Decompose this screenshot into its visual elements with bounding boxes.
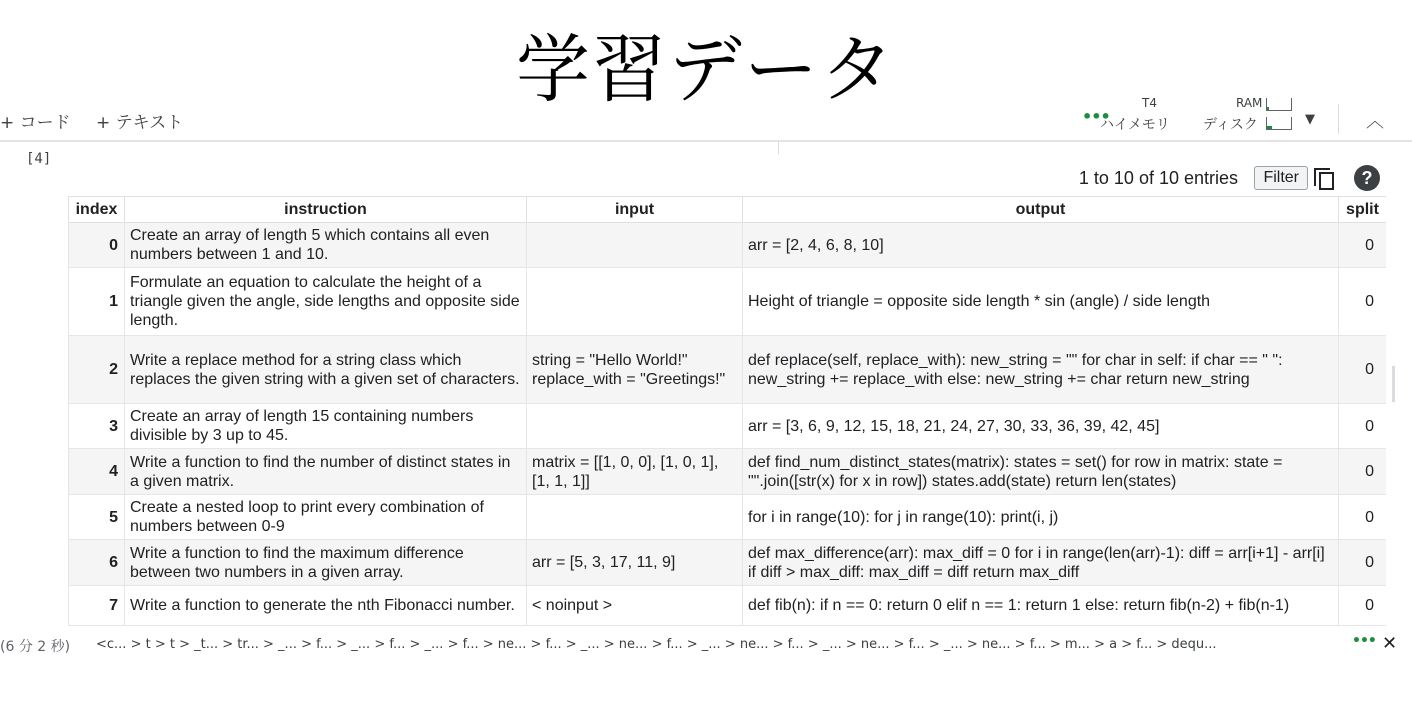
- cell-instruction: Create an array of length 5 which contains all even numbers between 1 and 10.: [125, 223, 527, 268]
- cell-index: 0: [69, 223, 125, 268]
- table-header-row: [69, 197, 1387, 223]
- page-title: 学習データ: [516, 27, 896, 113]
- add-text-button[interactable]: + テキスト: [96, 113, 184, 133]
- collapse-chevron-up-icon[interactable]: ︿: [1366, 111, 1384, 132]
- column-header-output[interactable]: output: [743, 197, 1339, 223]
- cell-split: 0: [1339, 404, 1387, 449]
- cell-split: 0: [1339, 268, 1387, 336]
- execution-trail[interactable]: <c... > t > t > _t... > tr... > _... > f... > _... > f... > _... > f... > ne... > f... > _... > ne... > f... > _... > ne... > f... > _... > ne... > f... > _... > ne... > f... > m... > a > f... > dequ...: [96, 637, 1217, 652]
- cell-instruction: Write a function to find the maximum difference between two numbers in a given array.: [125, 540, 527, 586]
- cell-input: [527, 223, 743, 268]
- cell-instruction: Write a replace method for a string class which replaces the given string with a given set of characters.: [125, 336, 527, 404]
- disk-label: ディスク: [1203, 117, 1258, 133]
- copy-icon[interactable]: [1314, 168, 1334, 190]
- disk-usage-fill: [1267, 126, 1272, 129]
- cell-index: 6: [69, 540, 125, 586]
- runtime-resources[interactable]: [1082, 96, 1312, 140]
- ram-usage-fill: [1267, 107, 1269, 110]
- cell-input: < noinput >: [527, 586, 743, 626]
- cell-split: 0: [1339, 223, 1387, 268]
- scrollbar-thumb[interactable]: [1392, 366, 1395, 402]
- table-row: [69, 336, 1387, 404]
- gpu-label: T4: [1142, 96, 1157, 110]
- close-icon[interactable]: ✕: [1382, 633, 1398, 654]
- add-code-button[interactable]: + コード: [0, 113, 71, 133]
- cell-instruction: Write a function to generate the nth Fibonacci number.: [125, 586, 527, 626]
- dataframe-table: [68, 196, 1386, 626]
- column-header-input[interactable]: input: [527, 197, 743, 223]
- table-body: [69, 223, 1387, 626]
- cell-input: [527, 495, 743, 540]
- column-header-index[interactable]: index: [69, 197, 125, 223]
- cell-input: [527, 268, 743, 336]
- notebook-toolbar: [0, 96, 1412, 140]
- cell-output: arr = [3, 6, 9, 12, 15, 18, 21, 24, 27, 30, 33, 36, 39, 42, 45]: [743, 404, 1339, 449]
- table-row: [69, 449, 1387, 495]
- dataframe-controls: [1000, 164, 1400, 194]
- cell-index: 4: [69, 449, 125, 495]
- cell-split: 0: [1339, 336, 1387, 404]
- column-header-split[interactable]: split: [1339, 197, 1387, 223]
- help-icon[interactable]: ?: [1354, 165, 1380, 191]
- table-row: [69, 540, 1387, 586]
- cell-split: 0: [1339, 586, 1387, 626]
- runtime-dropdown-icon[interactable]: ▼: [1305, 112, 1315, 127]
- cell-output: def max_difference(arr): max_diff = 0 for i in range(len(arr)-1): diff = arr[i+1] - arr[i] if diff > max_diff: max_diff = diff return max_diff: [743, 540, 1339, 586]
- more-dots-icon[interactable]: •••: [1352, 633, 1376, 649]
- table-row: [69, 586, 1387, 626]
- cell-index: 7: [69, 586, 125, 626]
- table-row: [69, 268, 1387, 336]
- cell-output: def replace(self, replace_with): new_string = "" for char in self: if char == " ": new_string += replace_with else: new_string += char return new_string: [743, 336, 1339, 404]
- cell-input: [527, 404, 743, 449]
- cell-split: 0: [1339, 540, 1387, 586]
- memory-mode-label: ハイメモリ: [1100, 117, 1170, 133]
- cell-instruction: Formulate an equation to calculate the height of a triangle given the angle, side lengths and opposite side length.: [125, 268, 527, 336]
- column-header-instruction[interactable]: instruction: [125, 197, 527, 223]
- cell-divider-tick: [778, 142, 779, 154]
- disk-usage-bar: [1266, 117, 1292, 130]
- cell-output: arr = [2, 4, 6, 8, 10]: [743, 223, 1339, 268]
- toolbar-divider-line: [0, 140, 1412, 142]
- table-row: [69, 223, 1387, 268]
- cell-execution-count: [4]: [26, 151, 52, 167]
- ram-label: RAM: [1236, 96, 1263, 110]
- cell-index: 5: [69, 495, 125, 540]
- elapsed-time: (6 分 2 秒): [0, 639, 71, 655]
- ram-usage-bar: [1266, 98, 1292, 111]
- cell-input: arr = [5, 3, 17, 11, 9]: [527, 540, 743, 586]
- cell-split: 0: [1339, 495, 1387, 540]
- cell-index: 3: [69, 404, 125, 449]
- cell-instruction: Write a function to find the number of distinct states in a given matrix.: [125, 449, 527, 495]
- cell-input: string = "Hello World!" replace_with = "Greetings!": [527, 336, 743, 404]
- cell-output: for i in range(10): for j in range(10): print(i, j): [743, 495, 1339, 540]
- cell-input: matrix = [[1, 0, 0], [1, 0, 1], [1, 1, 1]]: [527, 449, 743, 495]
- cell-output: def find_num_distinct_states(matrix): states = set() for row in matrix: state = "".join([str(x) for x in row]) states.add(state) return len(states): [743, 449, 1339, 495]
- status-bar: [0, 630, 1412, 660]
- cell-index: 1: [69, 268, 125, 336]
- cell-output: def fib(n): if n == 0: return 0 elif n == 1: return 1 else: return fib(n-2) + fib(n-1): [743, 586, 1339, 626]
- entries-count: 1 to 10 of 10 entries: [1078, 168, 1238, 188]
- filter-button[interactable]: Filter: [1254, 166, 1308, 190]
- dataframe-table-container: [68, 196, 1386, 626]
- cell-index: 2: [69, 336, 125, 404]
- table-row: [69, 404, 1387, 449]
- cell-split: 0: [1339, 449, 1387, 495]
- cell-output: Height of triangle = opposite side length * sin (angle) / side length: [743, 268, 1339, 336]
- toolbar-divider: [1338, 104, 1339, 134]
- table-row: [69, 495, 1387, 540]
- connected-dots-icon: •••: [1082, 107, 1110, 126]
- cell-instruction: Create an array of length 15 containing numbers divisible by 3 up to 45.: [125, 404, 527, 449]
- cell-instruction: Create a nested loop to print every combination of numbers between 0-9: [125, 495, 527, 540]
